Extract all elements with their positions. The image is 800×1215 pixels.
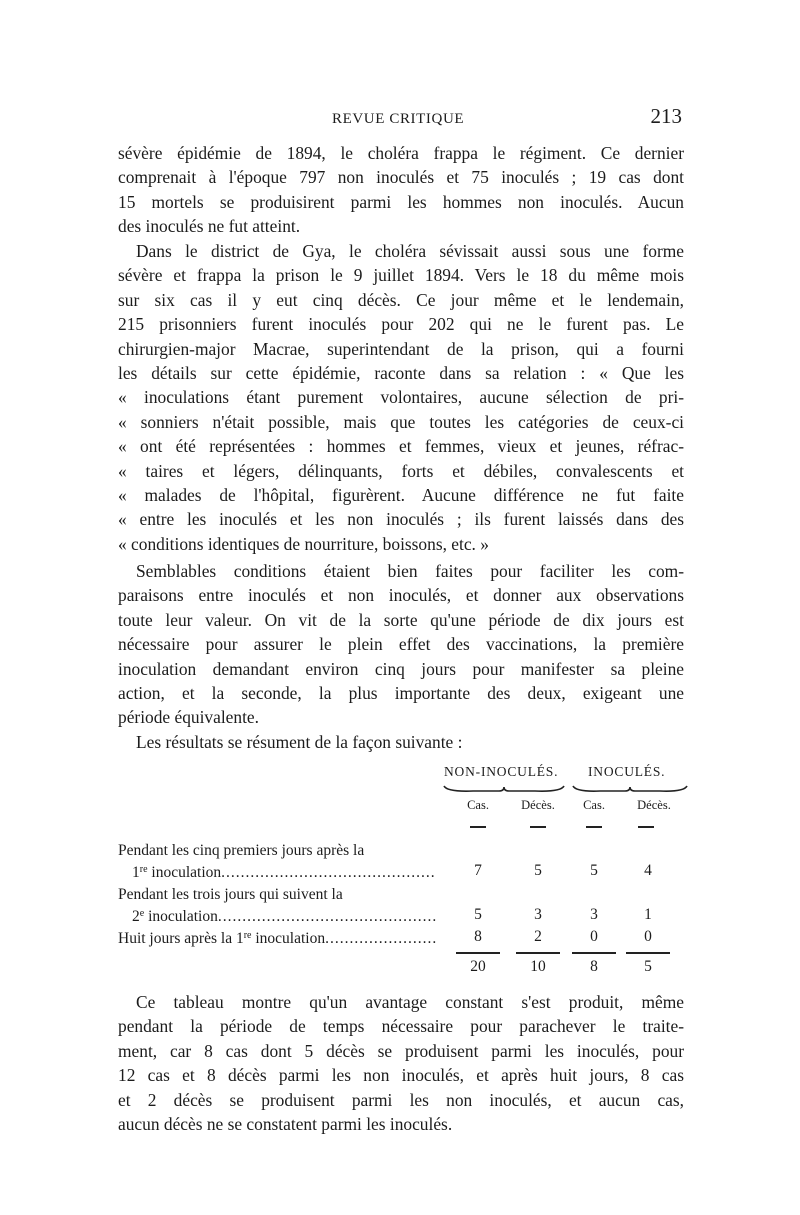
total-rule: [456, 952, 500, 954]
cell-ino-cas: 0: [590, 928, 598, 945]
text-line: chirurgien-major Macrae, superintendant de la prison, qui a fourni: [118, 338, 684, 359]
column-dash: [530, 826, 546, 828]
cell-ino-deces: 1: [644, 906, 652, 923]
cell-non-cas: 5: [474, 906, 482, 923]
running-head: [118, 104, 682, 134]
text-line: nécessaire pour assurer le plein effet des vaccinations, la première: [118, 634, 684, 655]
row-ordinal: 1: [132, 864, 140, 881]
total-non-deces: 10: [530, 958, 546, 975]
text-line: « ont été représentées : hommes et femmes, vieux et jeunes, réfrac-: [118, 436, 684, 457]
page-number: 213: [650, 104, 682, 128]
text-line: aucun décès ne se constatent parmi les inoculés.: [118, 1113, 453, 1134]
cell-non-deces: 3: [534, 906, 542, 923]
row-label-line: [118, 906, 436, 928]
col-header-cas: Cas.: [467, 798, 489, 812]
column-dash: [470, 826, 486, 828]
row-label-line: [118, 928, 436, 950]
table-row-label: [118, 840, 436, 884]
col-header-cas: Cas.: [583, 798, 605, 812]
row-label-line: Pendant les cinq premiers jours après la: [118, 842, 365, 859]
cell-ino-cas: 3: [590, 906, 598, 923]
cell-ino-deces: 4: [644, 862, 652, 879]
group-brace: [443, 784, 565, 794]
text-line: paraisons entre inoculés et non inoculés, et donner aux observations: [118, 585, 684, 606]
text-line: Les résultats se résument de la façon suivante :: [136, 732, 463, 752]
text-line: période équivalente.: [118, 707, 259, 728]
cell-non-deces: 2: [534, 928, 542, 945]
paragraph-3: [118, 559, 684, 730]
text-line: et 2 décès se produisent parmi les non inoculés, et aucun cas,: [118, 1089, 684, 1110]
text-line: « entre les inoculés et les non inoculés ; ils furent laissés dans des: [118, 509, 684, 530]
text-line: « malades de l'hôpital, figurèrent. Aucune différence ne fut faite: [118, 484, 684, 505]
text-line: pendant la période de temps nécessaire pour parachever le traite-: [118, 1016, 684, 1037]
cell-ino-cas: 5: [590, 862, 598, 879]
total-ino-cas: 8: [590, 958, 598, 975]
text-line: 215 prisonniers furent inoculés pour 202 qui ne le furent pas. Le: [118, 314, 684, 335]
text-line: inoculation demandant environ cinq jours pour manifester sa pleine: [118, 658, 684, 679]
cell-ino-deces: 0: [644, 928, 652, 945]
group-header-inocules: INOCULÉS.: [588, 764, 666, 779]
paragraph-2: [118, 239, 684, 556]
col-header-deces: Décès.: [637, 798, 671, 812]
col-header-deces: Décès.: [521, 798, 555, 812]
text-line: Dans le district de Gya, le choléra sévissait aussi sous une forme: [136, 241, 684, 261]
row-label-text: Huit jours après la 1: [118, 930, 244, 947]
row-ordinal: 2: [132, 908, 140, 925]
text-line: « sonniers n'était possible, mais que toutes les catégories de ceux-ci: [118, 411, 684, 432]
row-label-line: Pendant les trois jours qui suivent la: [118, 886, 343, 903]
row-label-rest: inoculation: [251, 930, 326, 947]
group-brace: [572, 784, 688, 794]
paragraph-1: [118, 141, 684, 239]
total-rule: [572, 952, 616, 954]
total-ino-deces: 5: [644, 958, 652, 975]
row-label-line: [118, 862, 436, 884]
text-line: les détails sur cette épidémie, raconte dans sa relation : « Que les: [118, 362, 684, 383]
text-line: 15 mortels se produisirent parmi les hommes non inoculés. Aucun: [118, 191, 684, 212]
group-header-non-inocules: NON-INOCULÉS.: [444, 764, 559, 779]
paragraph-5: [118, 990, 684, 1136]
table-row-label: [118, 928, 436, 950]
cell-non-cas: 8: [474, 928, 482, 945]
cell-non-cas: 7: [474, 862, 482, 879]
ordinal-suffix: e: [139, 908, 145, 919]
ordinal-suffix: re: [139, 864, 148, 875]
text-line: « conditions identiques de nourriture, boissons, etc. »: [118, 533, 489, 554]
total-rule: [626, 952, 670, 954]
total-rule: [516, 952, 560, 954]
text-line: Ce tableau montre qu'un avantage constant s'est produit, même: [136, 992, 684, 1012]
row-label-rest: inoculation: [147, 864, 222, 881]
text-line: sur six cas il y eut cinq décès. Ce jour même et le lendemain,: [118, 289, 684, 310]
table-row-label: [118, 884, 436, 928]
results-table: [118, 760, 688, 985]
text-line: 12 cas et 8 décès parmi les non inoculés, et après huit jours, 8 cas: [118, 1065, 684, 1086]
text-line: « inoculations étant purement volontaires, aucune sélection de pri-: [118, 387, 684, 408]
text-line: sévère et frappa la prison le 9 juillet 1894. Vers le 18 du même mois: [118, 265, 684, 286]
text-line: ment, car 8 cas dont 5 décès se produisent parmi les inoculés, pour: [118, 1040, 684, 1061]
text-line: action, et la seconde, la plus importante des deux, exigeant une: [118, 682, 684, 703]
column-dash: [586, 826, 602, 828]
text-line: sévère épidémie de 1894, le choléra frappa le régiment. Ce dernier: [118, 143, 684, 163]
text-line: « taires et légers, délinquants, forts et débiles, convalescents et: [118, 460, 684, 481]
column-dash: [638, 826, 654, 828]
text-line: toute leur valeur. On vit de la sorte qu'une période de dix jours est: [118, 609, 684, 630]
text-line: comprenait à l'époque 797 non inoculés et 75 inoculés ; 19 cas dont: [118, 167, 684, 188]
ordinal-suffix: re: [243, 930, 252, 941]
text-line: Semblables conditions étaient bien faites pour faciliter les com-: [136, 561, 684, 581]
total-non-cas: 20: [470, 958, 486, 975]
paragraph-4: [118, 730, 684, 754]
text-line: des inoculés ne fut atteint.: [118, 216, 301, 237]
running-head-title: REVUE CRITIQUE: [332, 111, 465, 127]
row-label-rest: inoculation: [144, 908, 218, 925]
cell-non-deces: 5: [534, 862, 542, 879]
